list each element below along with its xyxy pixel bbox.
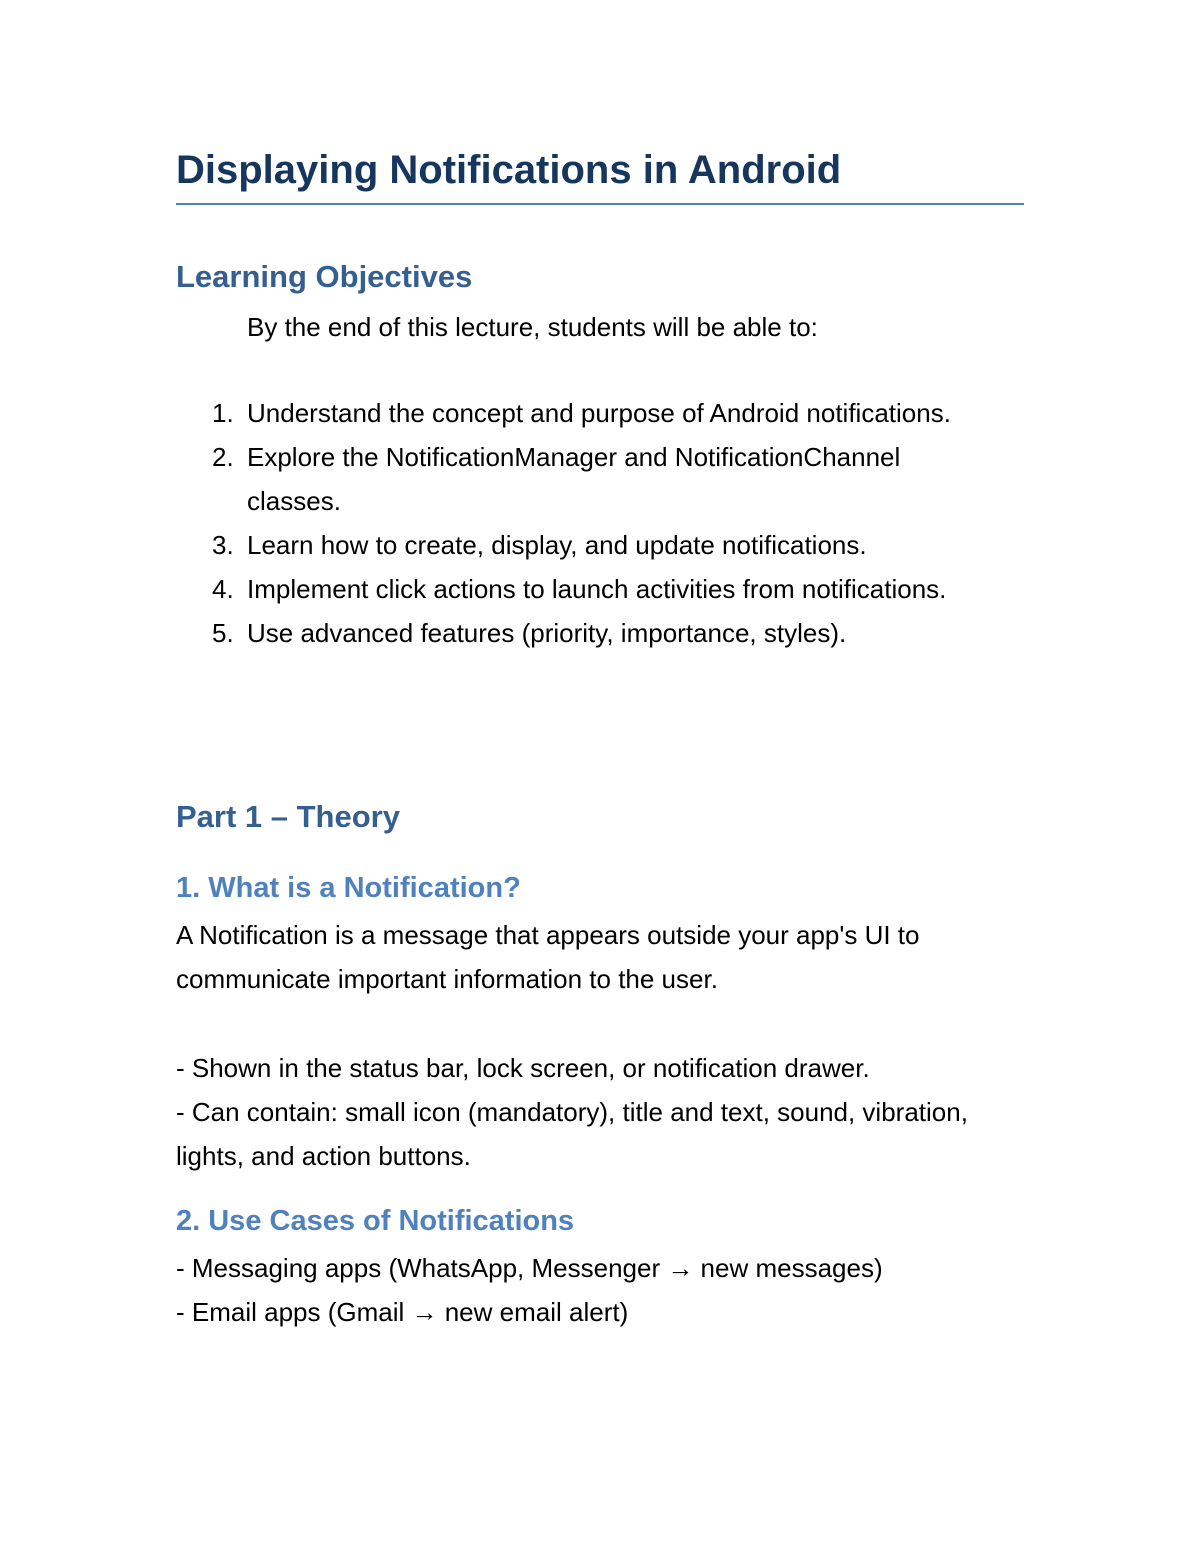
list-item <box>200 391 1000 435</box>
list-item-number: 1. <box>212 398 234 428</box>
learning-objectives-list <box>200 391 1000 655</box>
list-item-number: 5. <box>212 618 234 648</box>
document-title: Displaying Notifications in Android <box>176 148 842 192</box>
title-underline <box>176 203 1024 205</box>
part1-heading: Part 1 – Theory <box>176 799 400 834</box>
list-item-text: Learn how to create, display, and update notifications. <box>247 530 867 560</box>
bullet-item: - Shown in the status bar, lock screen, or notification drawer. <box>176 1053 870 1083</box>
section1-paragraph: A Notification is a message that appears outside your app's UI to communicate important information to the user. <box>176 920 920 994</box>
section2-bullets <box>176 1246 1026 1334</box>
bullet-item: - Messaging apps (WhatsApp, Messenger → new messages) <box>176 1253 883 1283</box>
list-item-text: Understand the concept and purpose of Android notifications. <box>247 398 951 428</box>
list-item <box>200 523 1000 567</box>
bullet-item: - Can contain: small icon (mandatory), title and text, sound, vibration, lights, and action buttons. <box>176 1097 968 1171</box>
list-item <box>200 611 1000 655</box>
list-item-number: 4. <box>212 574 234 604</box>
list-item-text: Implement click actions to launch activities from notifications. <box>247 574 947 604</box>
learning-objectives-intro: By the end of this lecture, students will be able to: <box>247 312 818 342</box>
learning-objectives-heading: Learning Objectives <box>176 259 473 294</box>
list-item-number: 2. <box>212 442 234 472</box>
section2-heading: 2. Use Cases of Notifications <box>176 1205 575 1237</box>
list-item <box>200 435 1000 523</box>
bullet-item: - Email apps (Gmail → new email alert) <box>176 1297 629 1327</box>
section1-bullets <box>176 1046 1026 1178</box>
list-item-text: Explore the NotificationManager and NotificationChannel classes. <box>247 442 901 516</box>
section1-heading: 1. What is a Notification? <box>176 872 521 904</box>
list-item-number: 3. <box>212 530 234 560</box>
list-item-text: Use advanced features (priority, importance, styles). <box>247 618 847 648</box>
list-item <box>200 567 1000 611</box>
